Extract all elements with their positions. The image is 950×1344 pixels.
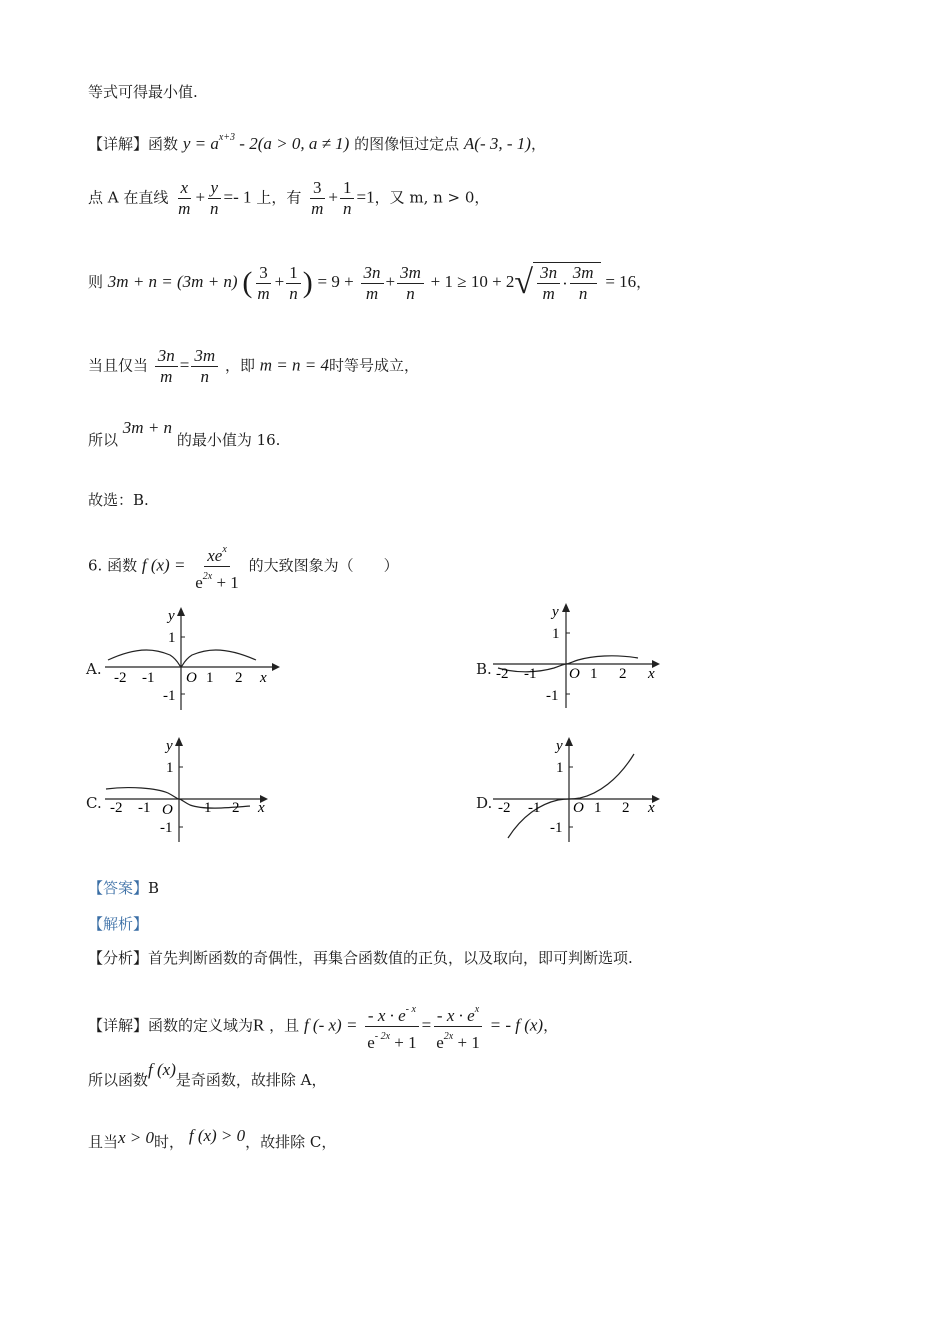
svg-text:1: 1 [206,670,214,686]
svg-text:2: 2 [619,666,627,682]
fraction-y-n: $\frac{y}{n}$ [207,178,222,219]
svg-text:-1: -1 [528,800,541,816]
svg-text:-1: -1 [163,688,176,704]
svg-text:1: 1 [594,800,602,816]
option-b-label[interactable]: B. [476,660,492,678]
svg-text:-2: -2 [110,800,123,816]
fraction-1-n: $\frac{1}{n}$ [340,178,355,219]
function-expr: $y = a^{x+3} - 2(a > 0$, a ≠ 1) [182,132,350,153]
option-c-label[interactable]: C. [86,794,102,812]
svg-text:y: y [166,738,173,754]
svg-text:1: 1 [168,630,176,646]
svg-text:x: x [648,800,655,816]
svg-text:2: 2 [232,800,240,816]
curve-a [108,650,256,667]
svg-text:x: x [648,666,655,682]
svg-text:1: 1 [556,760,564,776]
paragraph-7: 故选：B. [88,491,149,509]
question-6: 6. 函数 f (x) = $\frac{xe^x}{e^{2x} + 1}$ 的大致图象为（ ） [88,540,399,593]
svg-text:2: 2 [235,670,243,686]
svg-text:O: O [569,666,580,682]
svg-text:x: x [260,670,267,686]
graph-option-c[interactable] [100,732,290,851]
paragraph-6: 所以 3m + n 的最小值为 16. [88,418,281,449]
paragraph-3: 点 A 在直线 $\frac{x}{m}$ + $\frac{y}{n}$ =- 1 上，有 $\frac{3}{m}$ + $\frac{1}{n}$ =1，又 m, n > 0， [88,178,490,218]
svg-text:-1: -1 [550,820,563,836]
paragraph-2: 【详解】函数 $y = a^{x+3} - 2(a > 0$, a ≠ 1) 的图像恒过定点 A(- 3, - 1)， [88,132,546,153]
curve-c [106,788,250,809]
paragraph-9: 且当x > 0时， f (x) > 0，故排除 C， [88,1126,337,1151]
graph-option-b[interactable] [488,598,678,717]
analysis: 【分析】首先判断函数的奇偶性，再集合函数值的正负，以及取向，即可判断选项. [88,949,633,967]
svg-text:-2: -2 [498,800,511,816]
svg-text:O: O [573,800,584,816]
detail: 【详解】函数的定义域为R ，且 f (- x) = $\frac{- x \cdot e^{- x}}{e^{- 2x} + 1}$ = $\frac{- x \cdot e^x}{e^{2x} + 1}$ = - f (x)， [88,1000,558,1053]
graph-option-d[interactable] [488,732,678,851]
svg-text:-2: -2 [496,666,509,682]
graph-option-a[interactable] [100,600,290,719]
svg-text:-1: -1 [142,670,155,686]
analysis-heading: 【解析】 [88,915,149,933]
svg-text:y: y [552,604,559,620]
answer: 【答案】B [88,879,160,897]
svg-text:y: y [556,738,563,754]
svg-text:2: 2 [622,800,630,816]
svg-text:-1: -1 [138,800,151,816]
fixed-point: A(- 3, - 1) [463,134,531,153]
question-fraction: $\frac{xe^x}{e^{2x} + 1}$ [192,540,242,593]
svg-text:1: 1 [166,760,174,776]
fraction-3-m: $\frac{3}{m}$ [311,178,324,218]
svg-text:1: 1 [204,800,212,816]
fraction-x-m: $\frac{x}{m}$ [178,178,191,218]
svg-text:x: x [258,800,265,816]
y-axis-arrow-icon [175,737,183,746]
svg-text:1: 1 [590,666,598,682]
svg-text:-2: -2 [114,670,127,686]
y-label: y [168,608,175,624]
option-a-label[interactable]: A. [86,660,102,678]
y-axis-arrow-icon [565,737,573,746]
option-d-label[interactable]: D. [476,794,493,812]
svg-text:O: O [186,670,197,686]
svg-text:1: 1 [552,626,560,642]
y-axis-arrow-icon [177,607,185,616]
paragraph-4: 则 3m + n = (3m + n) ( $\frac{3}{m}$ + $\frac{1}{n}$ ) = 9 + $\frac{3n}{m}$ + $\frac{3m}{n}$ + 1 ≥ 10 + 2 √ $\frac{3n}{m}$ · $\frac{3m}{n}$ = 16， [88,262,652,303]
svg-text:O: O [162,802,173,818]
svg-text:-1: -1 [524,666,537,682]
svg-text:-1: -1 [160,820,173,836]
paragraph-8: 所以函数f (x)是奇函数，故排除 A， [88,1060,327,1089]
paragraph-1: 等式可得最小值. [88,83,198,101]
x-axis-arrow-icon [272,663,280,671]
svg-text:-1: -1 [546,688,559,704]
square-root: √ $\frac{3n}{m}$ · $\frac{3m}{n}$ [514,262,600,304]
y-axis-arrow-icon [562,603,570,612]
paragraph-5: 当且仅当 $\frac{3n}{m}$ = $\frac{3m}{n}$ ，即 m = n = 4时等号成立， [88,346,419,386]
